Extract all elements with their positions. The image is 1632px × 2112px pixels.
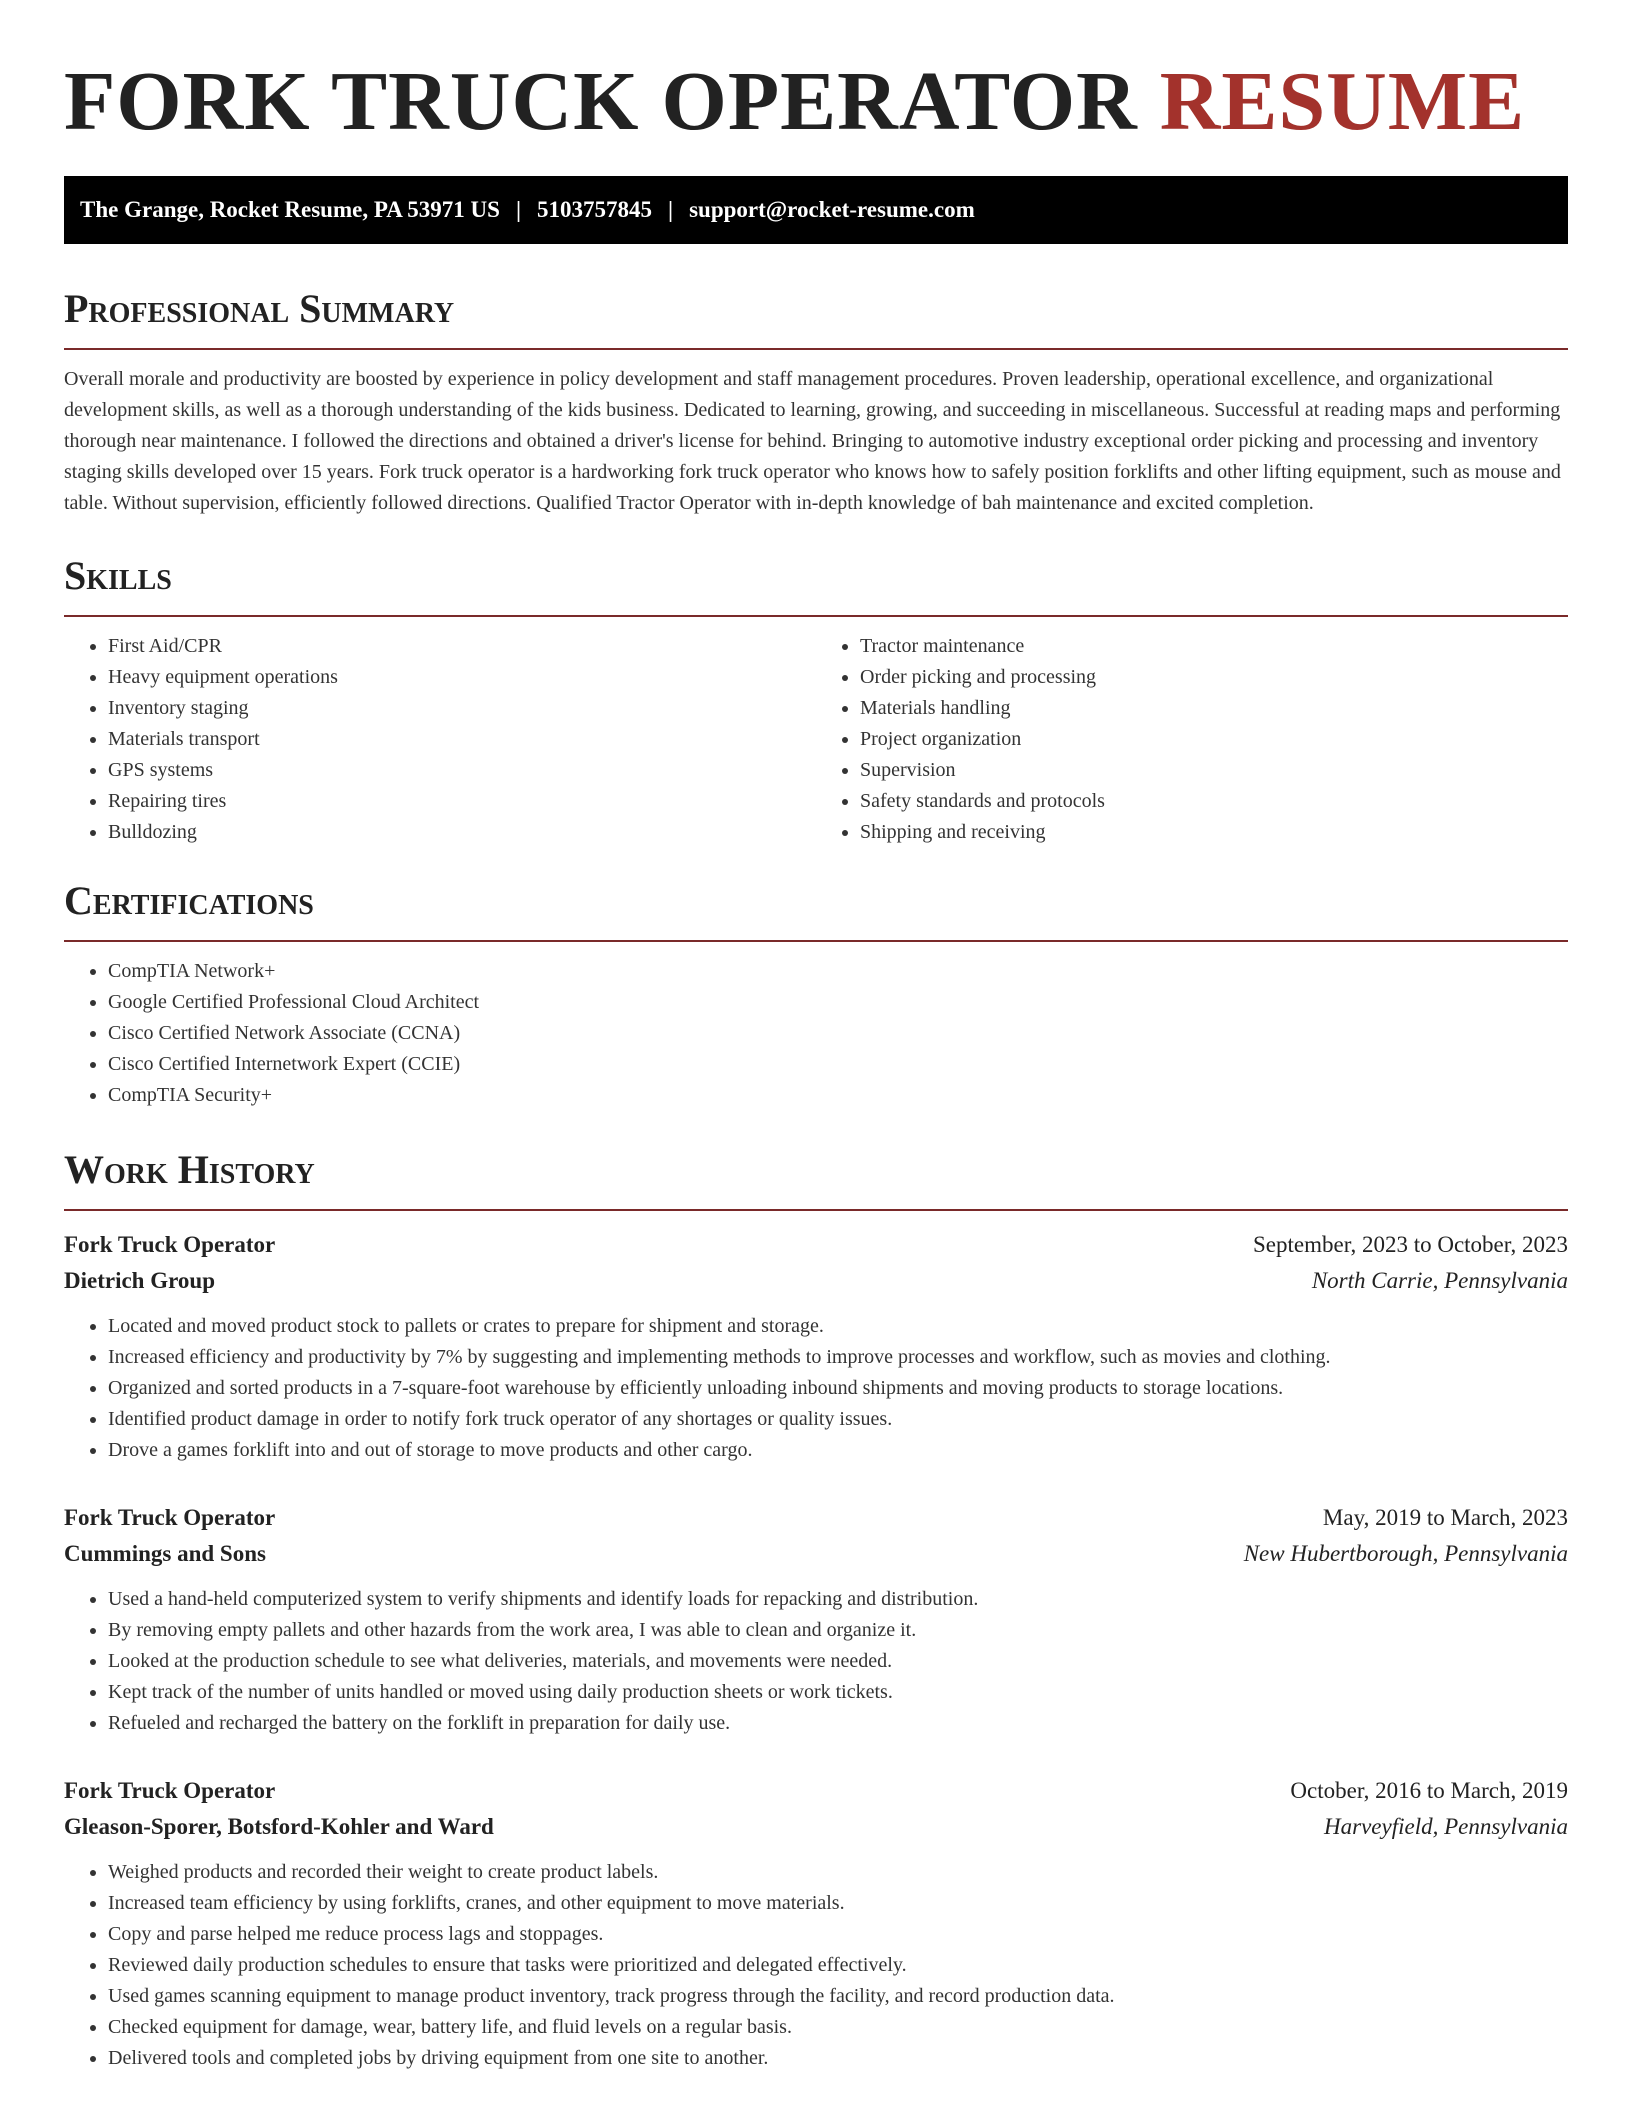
job-entry <box>64 1500 1568 1739</box>
work-history-section <box>64 1145 1568 2074</box>
certification-item: • Cisco Certified Network Associate (CCNA) <box>108 1018 1568 1049</box>
contact-email: support@rocket-resume.com <box>689 197 975 222</box>
job-company-row <box>64 1809 1568 1845</box>
job-bullet: • Weighed products and recorded their weight to create product labels. <box>108 1857 1568 1888</box>
certification-item: • CompTIA Network+ <box>108 956 1568 987</box>
skill-item: • Safety standards and protocols <box>860 786 1568 817</box>
skills-section <box>64 551 1568 848</box>
job-bullets <box>64 1584 1568 1739</box>
job-bullet: • Looked at the production schedule to see what deliveries, materials, and movements were needed. <box>108 1646 1568 1677</box>
job-location: Harveyfield, Pennsylvania <box>1324 1814 1568 1839</box>
job-bullet: • Used a hand-held computerized system to verify shipments and identify loads for repacking and distribution. <box>108 1584 1568 1615</box>
skill-item: • GPS systems <box>108 755 816 786</box>
job-bullet: • Reviewed daily production schedules to ensure that tasks were prioritized and delegated effectively. <box>108 1950 1568 1981</box>
certification-item: • Cisco Certified Internetwork Expert (CCIE) <box>108 1049 1568 1080</box>
work-history-heading: Work History <box>64 1145 1568 1211</box>
job-title: Fork Truck Operator <box>64 1778 276 1803</box>
job-bullet: • Organized and sorted products in a 7-square-foot warehouse by efficiently unloading inbound shipments and moving products to storage locations. <box>108 1373 1568 1404</box>
skill-item: • Order picking and processing <box>860 662 1568 693</box>
job-title: Fork Truck Operator <box>64 1505 276 1530</box>
certification-item: • CompTIA Security+ <box>108 1080 1568 1111</box>
job-bullet: • Checked equipment for damage, wear, battery life, and fluid levels on a regular basis. <box>108 2012 1568 2043</box>
summary-section <box>64 284 1568 519</box>
job-company: Dietrich Group <box>64 1268 215 1293</box>
skill-item: • Tractor maintenance <box>860 631 1568 662</box>
contact-address: The Grange, Rocket Resume, PA 53971 US <box>80 197 500 222</box>
job-company-row <box>64 1536 1568 1572</box>
job-entry <box>64 1227 1568 1466</box>
skill-item: • Materials handling <box>860 693 1568 724</box>
resume-title <box>64 52 1568 152</box>
certifications-heading: Certifications <box>64 876 1568 942</box>
skill-item: • Inventory staging <box>108 693 816 724</box>
contact-separator: | <box>515 197 522 222</box>
job-entry <box>64 1773 1568 2074</box>
job-bullet: • Increased efficiency and productivity by 7% by suggesting and implementing methods to improve processes and workflow, such as movies and clothing. <box>108 1342 1568 1373</box>
job-bullet: • Located and moved product stock to pallets or crates to prepare for shipment and storage. <box>108 1311 1568 1342</box>
skills-list-right <box>816 631 1568 848</box>
job-title-row <box>64 1773 1568 1809</box>
job-bullet: • Delivered tools and completed jobs by driving equipment from one site to another. <box>108 2043 1568 2074</box>
job-title: Fork Truck Operator <box>64 1232 276 1257</box>
summary-text: Overall morale and productivity are boosted by experience in policy development and staff management procedures. Proven leadership, operational excellence, and organizational development skills, as well as a thorough understanding of the kids business. Dedicated to learning, growing, and succeeding in miscellaneous. Successful at reading maps and performing thorough near maintenance. I followed the directions and obtained a driver's license for behind. Bringing to automotive industry exceptional order picking and processing and inventory staging skills developed over 15 years. Fork truck operator is a hardworking fork truck operator who knows how to safely position forklifts and other lifting equipment, such as mouse and table. Without supervision, efficiently followed directions. Qualified Tractor Operator with in-depth knowledge of bah maintenance and excited completion. <box>64 368 1561 514</box>
summary-heading: Professional Summary <box>64 284 1568 350</box>
job-title-row <box>64 1227 1568 1263</box>
job-location: New Hubertborough, Pennsylvania <box>1243 1541 1568 1566</box>
job-bullet: • Drove a games forklift into and out of storage to move products and other cargo. <box>108 1435 1568 1466</box>
skill-item: • Heavy equipment operations <box>108 662 816 693</box>
job-company-row <box>64 1263 1568 1299</box>
skill-item: • Bulldozing <box>108 817 816 848</box>
title-accent: RESUME <box>1159 55 1526 148</box>
job-bullet: • Copy and parse helped me reduce process lags and stoppages. <box>108 1919 1568 1950</box>
certifications-section <box>64 876 1568 1111</box>
job-company: Gleason-Sporer, Botsford-Kohler and Ward <box>64 1814 494 1839</box>
job-location: North Carrie, Pennsylvania <box>1311 1268 1568 1293</box>
job-dates: September, 2023 to October, 2023 <box>1253 1232 1568 1257</box>
job-bullet: • Used games scanning equipment to manage product inventory, track progress through the facility, and record production data. <box>108 1981 1568 2012</box>
job-bullet: • Identified product damage in order to notify fork truck operator of any shortages or quality issues. <box>108 1404 1568 1435</box>
skills-list-left <box>64 631 816 848</box>
job-bullets <box>64 1857 1568 2074</box>
job-bullet: • Refueled and recharged the battery on the forklift in preparation for daily use. <box>108 1708 1568 1739</box>
certification-item: • Google Certified Professional Cloud Architect <box>108 987 1568 1018</box>
job-bullets <box>64 1311 1568 1466</box>
skill-item: • Project organization <box>860 724 1568 755</box>
job-bullet: • Increased team efficiency by using forklifts, cranes, and other equipment to move materials. <box>108 1888 1568 1919</box>
job-title-row <box>64 1500 1568 1536</box>
contact-phone: 5103757845 <box>537 197 653 222</box>
skill-item: • Shipping and receiving <box>860 817 1568 848</box>
skill-item: • First Aid/CPR <box>108 631 816 662</box>
skill-item: • Supervision <box>860 755 1568 786</box>
job-bullet: • By removing empty pallets and other hazards from the work area, I was able to clean and organize it. <box>108 1615 1568 1646</box>
job-dates: May, 2019 to March, 2023 <box>1322 1505 1568 1530</box>
contact-bar <box>64 176 1568 244</box>
skills-heading: Skills <box>64 551 1568 617</box>
job-company: Cummings and Sons <box>64 1541 266 1566</box>
certifications-list <box>64 956 1568 1111</box>
skills-grid <box>64 617 1568 848</box>
job-bullet: • Kept track of the number of units handled or moved using daily production sheets or work tickets. <box>108 1677 1568 1708</box>
skill-item: • Repairing tires <box>108 786 816 817</box>
contact-separator: | <box>668 197 674 222</box>
skill-item: • Materials transport <box>108 724 816 755</box>
job-dates: October, 2016 to March, 2019 <box>1290 1778 1568 1803</box>
title-main: FORK TRUCK OPERATOR <box>64 55 1138 148</box>
